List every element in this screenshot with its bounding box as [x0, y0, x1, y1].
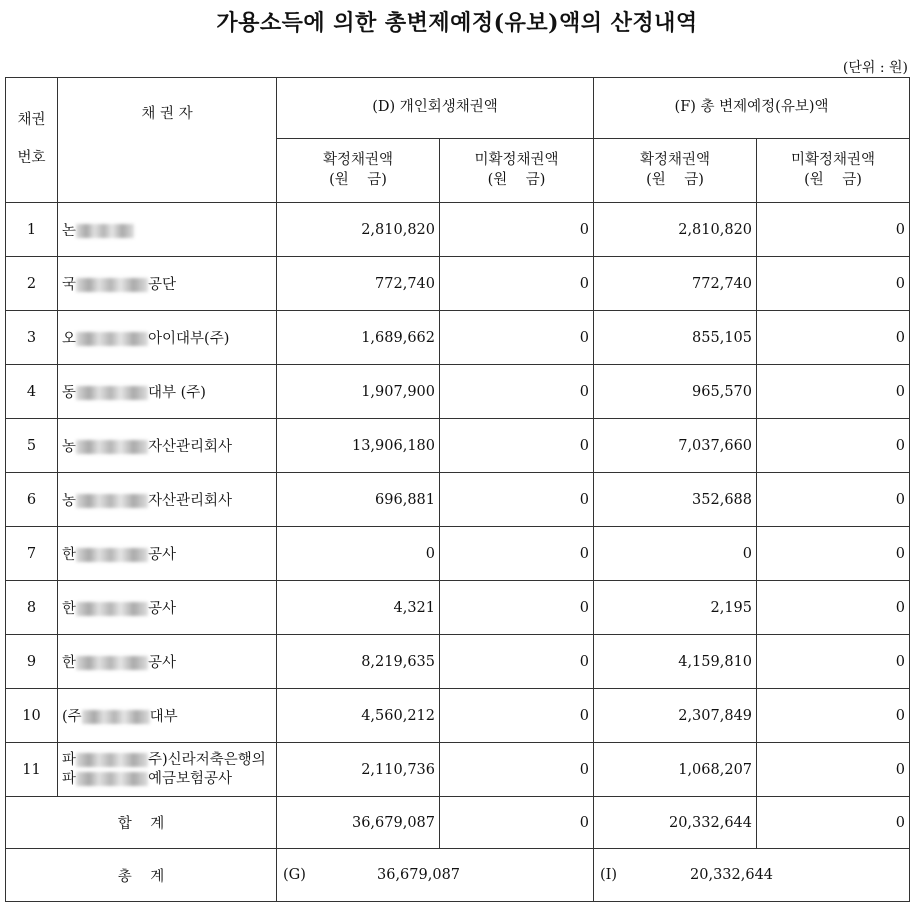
d-unconfirmed: 0 — [440, 581, 594, 635]
header-row-1 — [6, 78, 910, 139]
creditor-no: 10 — [6, 689, 58, 743]
redacted-blur — [76, 440, 148, 454]
d-confirmed: 772,740 — [277, 257, 440, 311]
creditor-name-suffix: 공사 — [148, 601, 177, 617]
creditor-no: 9 — [6, 635, 58, 689]
redacted-blur — [76, 386, 148, 400]
f-confirmed: 2,810,820 — [594, 203, 757, 257]
header-f-unconfirmed-principal: (원 금) — [804, 171, 862, 188]
f-unconfirmed: 0 — [757, 527, 910, 581]
creditor-name-prefix: 논 — [62, 223, 77, 239]
f-confirmed: 352,688 — [594, 473, 757, 527]
redacted-blur — [82, 710, 150, 724]
total-g — [277, 849, 594, 902]
header-group-f: (F) 총 변제예정(유보)액 — [594, 78, 910, 139]
subtotal-d-unconfirmed: 0 — [440, 797, 594, 849]
unit-note: (단위 : 원) — [842, 60, 908, 76]
creditor-name-prefix: 오 — [62, 331, 77, 347]
d-unconfirmed: 0 — [440, 365, 594, 419]
f-unconfirmed: 0 — [757, 365, 910, 419]
creditor-name-suffix: 공단 — [148, 277, 177, 293]
header-d-unconfirmed-label: 미확정채권액 — [474, 151, 559, 168]
f-unconfirmed: 0 — [757, 743, 910, 797]
creditor-no: 3 — [6, 311, 58, 365]
creditor-no: 4 — [6, 365, 58, 419]
table-row — [6, 473, 910, 527]
f-unconfirmed: 0 — [757, 419, 910, 473]
creditor-no: 6 — [6, 473, 58, 527]
table-row — [6, 527, 910, 581]
d-unconfirmed: 0 — [440, 527, 594, 581]
creditor-name — [58, 527, 277, 581]
d-unconfirmed: 0 — [440, 689, 594, 743]
creditor-name-prefix: 파 — [62, 770, 77, 787]
creditor-name-prefix: (주 — [62, 709, 82, 725]
header-creditor-label: 채 권 자 — [141, 106, 193, 123]
d-unconfirmed: 0 — [440, 473, 594, 527]
header-group-d: (D) 개인회생채권액 — [277, 78, 594, 139]
f-confirmed: 7,037,660 — [594, 419, 757, 473]
f-unconfirmed: 0 — [757, 203, 910, 257]
redacted-blur — [76, 602, 148, 616]
creditor-name-suffix: 대부 — [149, 709, 178, 725]
f-unconfirmed: 0 — [757, 581, 910, 635]
d-confirmed: 13,906,180 — [277, 419, 440, 473]
header-f-unconfirmed-label: 미확정채권액 — [790, 151, 876, 168]
header-creditor — [58, 78, 277, 203]
f-confirmed: 855,105 — [594, 311, 757, 365]
d-confirmed: 1,907,900 — [277, 365, 440, 419]
creditor-name — [58, 203, 277, 257]
d-unconfirmed: 0 — [440, 257, 594, 311]
creditor-name — [58, 689, 277, 743]
d-unconfirmed: 0 — [440, 203, 594, 257]
header-d-unconfirmed-principal: (원 금) — [487, 171, 546, 188]
creditor-name — [58, 419, 277, 473]
d-unconfirmed: 0 — [440, 419, 594, 473]
creditor-name-prefix: 한 — [62, 547, 77, 563]
header-f-unconfirmed — [757, 139, 910, 203]
f-unconfirmed: 0 — [757, 635, 910, 689]
d-confirmed: 696,881 — [277, 473, 440, 527]
total-g-label: (G) — [283, 867, 306, 883]
creditor-name — [58, 473, 277, 527]
table-row — [6, 203, 910, 257]
creditor-name-prefix: 동 — [62, 385, 77, 401]
d-unconfirmed: 0 — [440, 743, 594, 797]
header-d-confirmed-label: 확정채권액 — [322, 151, 394, 168]
redacted-blur — [76, 772, 148, 786]
f-unconfirmed: 0 — [757, 689, 910, 743]
subtotal-f-unconfirmed: 0 — [757, 797, 910, 849]
table-row — [6, 257, 910, 311]
f-confirmed: 965,570 — [594, 365, 757, 419]
table-row — [6, 419, 910, 473]
redacted-blur — [76, 494, 148, 508]
creditor-name-suffix: 아이대부(주) — [148, 331, 230, 347]
table-row — [6, 743, 910, 797]
f-unconfirmed: 0 — [757, 257, 910, 311]
f-confirmed: 2,195 — [594, 581, 757, 635]
creditor-name-suffix: 자산관리회사 — [148, 439, 233, 455]
redacted-blur — [76, 753, 148, 767]
d-unconfirmed: 0 — [440, 635, 594, 689]
creditor-no: 8 — [6, 581, 58, 635]
f-confirmed: 0 — [594, 527, 757, 581]
table-row — [6, 635, 910, 689]
total-i-label: (I) — [600, 867, 618, 883]
creditor-name-prefix: 파 — [62, 751, 77, 768]
total-g-value: 36,679,087 — [377, 867, 461, 883]
header-f-confirmed-label: 확정채권액 — [639, 151, 711, 168]
total-i — [594, 849, 910, 902]
creditor-name-prefix: 국 — [62, 277, 77, 293]
creditor-no: 7 — [6, 527, 58, 581]
total-i-value: 20,332,644 — [690, 867, 774, 883]
creditor-name-suffix: 자산관리회사 — [148, 493, 233, 509]
creditor-name-suffix: 공사 — [148, 655, 177, 671]
creditor-name — [58, 311, 277, 365]
creditor-name — [58, 365, 277, 419]
subtotal-row — [6, 797, 910, 849]
total-row — [6, 849, 910, 902]
table-row — [6, 365, 910, 419]
creditor-name — [58, 581, 277, 635]
header-f-confirmed-principal: (원 금) — [646, 171, 704, 188]
f-confirmed: 4,159,810 — [594, 635, 757, 689]
creditor-name — [58, 743, 277, 797]
creditor-name-suffix: 대부 (주) — [148, 385, 206, 401]
header-creditor-no — [6, 78, 58, 203]
header-d-confirmed — [277, 139, 440, 203]
creditor-name-suffix: 예금보험공사 — [148, 770, 233, 787]
d-confirmed: 4,321 — [277, 581, 440, 635]
table-row — [6, 581, 910, 635]
creditor-no: 2 — [6, 257, 58, 311]
page-title: 가용소득에 의한 총변제예정(유보)액의 산정내역 — [216, 10, 698, 36]
table-row — [6, 311, 910, 365]
d-confirmed: 1,689,662 — [277, 311, 440, 365]
creditor-name-suffix: 주)신라저축은행의 — [148, 751, 266, 768]
subtotal-d-confirmed: 36,679,087 — [277, 797, 440, 849]
creditor-name — [58, 257, 277, 311]
d-confirmed: 8,219,635 — [277, 635, 440, 689]
subtotal-label — [6, 797, 277, 849]
d-confirmed: 4,560,212 — [277, 689, 440, 743]
creditor-name-line1 — [62, 751, 276, 770]
creditor-name-line2 — [62, 770, 276, 789]
redacted-blur — [76, 332, 148, 346]
f-confirmed: 772,740 — [594, 257, 757, 311]
calculation-table — [5, 77, 910, 902]
redacted-blur — [76, 656, 148, 670]
f-unconfirmed: 0 — [757, 473, 910, 527]
creditor-name-prefix: 농 — [62, 439, 77, 455]
creditor-name-prefix: 농 — [62, 493, 77, 509]
table-row — [6, 689, 910, 743]
f-confirmed: 1,068,207 — [594, 743, 757, 797]
header-no-line2: 번호 — [17, 150, 46, 166]
f-confirmed: 2,307,849 — [594, 689, 757, 743]
header-f-confirmed — [594, 139, 757, 203]
redacted-blur — [76, 548, 148, 562]
creditor-name-prefix: 한 — [62, 655, 77, 671]
redacted-blur — [76, 278, 148, 292]
creditor-name — [58, 635, 277, 689]
d-confirmed: 0 — [277, 527, 440, 581]
creditor-no: 5 — [6, 419, 58, 473]
total-label — [6, 849, 277, 902]
subtotal-f-confirmed: 20,332,644 — [594, 797, 757, 849]
d-confirmed: 2,810,820 — [277, 203, 440, 257]
total-label-text: 총 계 — [117, 868, 165, 885]
d-unconfirmed: 0 — [440, 311, 594, 365]
creditor-name-suffix: 공사 — [148, 547, 177, 563]
d-confirmed: 2,110,736 — [277, 743, 440, 797]
header-no-line1: 채권 — [17, 112, 46, 129]
header-d-unconfirmed — [440, 139, 594, 203]
header-d-confirmed-principal: (원 금) — [329, 171, 387, 188]
redacted-blur — [76, 224, 134, 238]
f-unconfirmed: 0 — [757, 311, 910, 365]
creditor-no: 11 — [6, 743, 58, 797]
creditor-no: 1 — [6, 203, 58, 257]
subtotal-label-text: 합 계 — [117, 816, 165, 832]
creditor-name-prefix: 한 — [62, 601, 77, 617]
